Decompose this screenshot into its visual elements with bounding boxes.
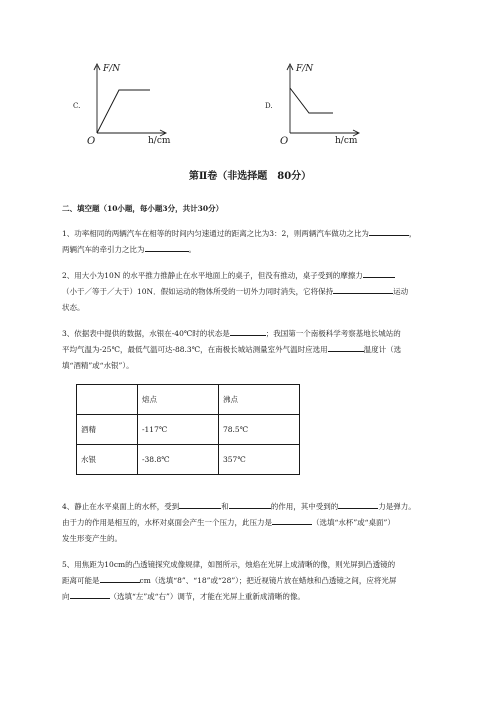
- question-2: [62, 268, 450, 316]
- q2-text-a: 2、用大小为10N 的水平推力推静止在水平地面上的桌子，但没有推动，桌子受到的摩擦力: [62, 271, 363, 280]
- q2-text-d: 状态。: [62, 303, 85, 312]
- q1-text-d: 。: [188, 245, 196, 254]
- q4-blank-1[interactable]: [179, 499, 221, 509]
- q2-blank-2[interactable]: [333, 284, 393, 294]
- graph-c-plot: [85, 60, 175, 140]
- graph-c-origin-label: O: [87, 136, 96, 147]
- q5-text-e: （选填“左”或“右”）调节，才能在光屏上重新成清晰的像。: [109, 592, 305, 601]
- q4-text-d: 力是弹力。: [378, 502, 416, 511]
- q5-blank-2[interactable]: [70, 589, 110, 599]
- table-cell: 酒精: [77, 415, 138, 445]
- q3-text-a: 3、依据表中提供的数据，水银在-40℃时的状态是: [62, 329, 230, 338]
- q5-text-c: cm（选填“8”、“18”或“28”）；把近视镜片放在蜡烛和凸透镜之间，应将光屏: [139, 576, 397, 585]
- q3-text-b: ；我国第一个南极科学考察基地长城站的: [265, 329, 401, 338]
- section-title: 二、填空题（10小题，每小题3分，共计30分）: [62, 204, 224, 213]
- question-3: [62, 326, 450, 374]
- q3-blank-2[interactable]: [328, 342, 364, 352]
- q4-text-g: 发生形变产生的。: [62, 534, 122, 543]
- graph-d-option-label: D.: [265, 102, 273, 110]
- q5-text-d: 向: [62, 592, 70, 601]
- q1-blank-2[interactable]: [145, 242, 189, 252]
- q2-blank-1[interactable]: [363, 268, 395, 278]
- table-cell: 357℃: [219, 445, 300, 475]
- question-1: [62, 226, 450, 258]
- table-cell: -38.8℃: [138, 445, 219, 475]
- q3-text-e: 填“酒精”或“水银”）。: [62, 361, 134, 370]
- table-header-cell: [77, 385, 138, 415]
- q3-blank-1[interactable]: [230, 326, 266, 336]
- graph-d-origin-label: O: [280, 136, 289, 147]
- table-cell: -117℃: [138, 415, 219, 445]
- q1-blank-1[interactable]: [369, 226, 409, 236]
- q4-text-b: 和: [221, 502, 229, 511]
- graph-c-x-axis-label: h/cm: [148, 136, 171, 146]
- table-header-cell: 熔点: [138, 385, 219, 415]
- q1-text-a: 1、功率相同的两辆汽车在相等的时间内匀速通过的距离之比为3：2，则两辆汽车做功之比为: [62, 229, 369, 238]
- graph-c-y-axis-label: F/N: [103, 64, 121, 74]
- q1-text-c: 两辆汽车的牵引力之比为: [62, 245, 145, 254]
- graph-d-y-axis-label: F/N: [296, 64, 314, 74]
- q4-text-f: （选填“水杯”或“桌面”）: [312, 518, 395, 527]
- part-title: 第Ⅱ卷（非选择题 80分）: [188, 171, 312, 182]
- graph-c-option-label: C.: [73, 102, 81, 110]
- q4-text-e: 由于力的作用是相互的，水杯对桌面会产生一个压力，此压力是: [62, 518, 272, 527]
- table-cell: 78.5℃: [219, 415, 300, 445]
- q3-text-d: 温度计（选: [363, 345, 402, 354]
- table-cell: 水银: [77, 445, 138, 475]
- q3-text-c: 平均气温为-25℃，最低气温可达-88.3℃，在南极长城站测量室外气温时应选用: [62, 345, 328, 354]
- graph-d-x-axis-label: h/cm: [335, 136, 358, 146]
- q4-blank-3[interactable]: [338, 499, 378, 509]
- question-4: [62, 499, 450, 547]
- q5-text-b: 距离可能是: [62, 576, 100, 585]
- q1-text-b: ，: [408, 229, 417, 238]
- table-header-row: [77, 385, 300, 415]
- table-row: [77, 445, 300, 475]
- q4-text-a: 4、静止在水平桌面上的水杯，受到: [62, 502, 180, 511]
- question-5: [62, 557, 450, 605]
- melting-boiling-table: [76, 384, 300, 475]
- q4-text-c: 的作用，其中受到的: [270, 502, 339, 511]
- q4-blank-2[interactable]: [229, 499, 271, 509]
- q5-text-a: 5、用焦距为10cm的凸透镜探究成像规律，如图所示，烛焰在光屏上成清晰的像，则光屏到凸透镜的: [62, 560, 396, 569]
- q2-text-b: （小于／等于／大于）10N．假如运动的物体所受的一切外力同时消失，它将保持: [62, 287, 334, 296]
- graph-d-plot: [278, 60, 368, 140]
- q5-blank-1[interactable]: [100, 573, 140, 583]
- q4-blank-4[interactable]: [272, 515, 312, 525]
- table-row: [77, 415, 300, 445]
- table-header-cell: 沸点: [219, 385, 300, 415]
- q2-text-c: 运动: [393, 287, 409, 296]
